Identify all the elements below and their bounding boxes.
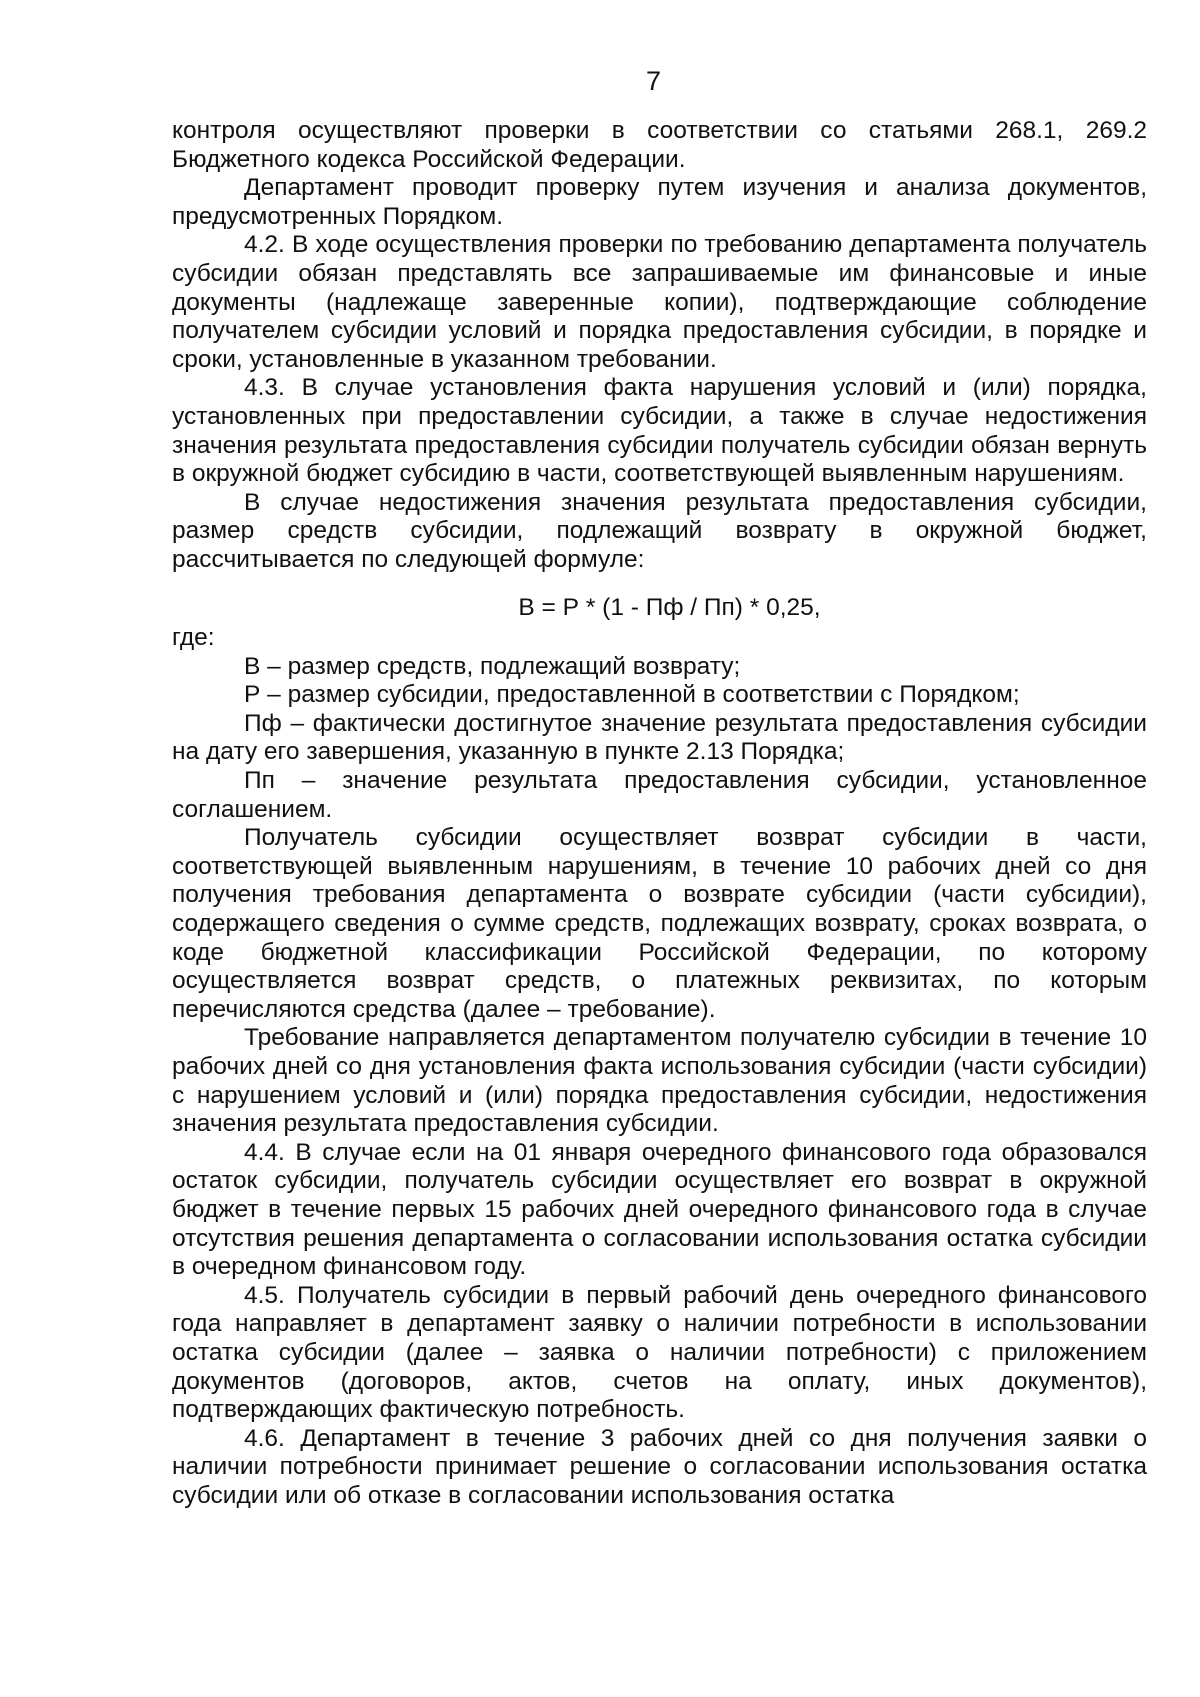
paragraph-continuation: контроля осуществляют проверки в соответствии со статьями 268.1, 269.2 Бюджетного кодекса Российской Федерации. bbox=[172, 117, 1147, 173]
formula-var-pp: Пп – значение результата предоставления субсидии, установленное соглашением. bbox=[172, 767, 1147, 823]
paragraph-4-4: 4.4. В случае если на 01 января очередного финансового года образовался остаток субсидии, получатель субсидии осуществляет его возврат в окружной бюджет в течение первых 15 рабочих дней очередного финансового года в случае отсутствия решения департамента о согласовании использования остатка субсидии в очередном финансовом году. bbox=[172, 1138, 1147, 1281]
paragraph-requirement: Требование направляется департаментом получателю субсидии в течение 10 рабочих дней со дня установления факта использования субсидии (части субсидии) с нарушением условий и (или) порядка предоставления субсидии, недостижения значения результата предоставления субсидии. bbox=[172, 1024, 1147, 1138]
paragraph-4-3: 4.3. В случае установления факта нарушения условий и (или) порядка, установленных при предоставлении субсидии, а также в случае недостижения значения результата предоставления субсидии получатель субсидии обязан вернуть в окружной бюджет субсидию в части, соответствующей выявленным нарушениям. bbox=[172, 374, 1147, 488]
paragraph-4-5: 4.5. Получатель субсидии в первый рабочий день очередного финансового года направляет в департамент заявку о наличии потребности в использовании остатка субсидии (далее – заявка о наличии потребности) с приложением документов (договоров, актов, счетов на оплату, иных документов), подтверждающих фактическую потребность. bbox=[172, 1281, 1147, 1424]
paragraph-return-procedure: Получатель субсидии осуществляет возврат субсидии в части, соответствующей выявленным нарушениям, в течение 10 рабочих дней со дня получения требования департамента о возврате субсидии (части субсидии), содержащего сведения о сумме средств, подлежащих возврату, сроках возврата, о коде бюджетной классификации Российской Федерации, по которому осуществляется возврат средств, о платежных реквизитах, по которым перечисляются средства (далее – требование). bbox=[172, 824, 1147, 1023]
formula-where-label: где: bbox=[172, 624, 215, 652]
formula-var-r: Р – размер субсидии, предоставленной в соответствии с Порядком; bbox=[244, 681, 1020, 709]
formula: В = Р * (1 - Пф / Пп) * 0,25, bbox=[518, 593, 821, 621]
page-number: 7 bbox=[646, 66, 662, 96]
formula-var-pf: Пф – фактически достигнутое значение результата предоставления субсидии на дату его завершения, указанную в пункте 2.13 Порядка; bbox=[172, 709, 1147, 766]
document-body bbox=[172, 117, 1147, 1511]
paragraph-department-check: Департамент проводит проверку путем изучения и анализа документов, предусмотренных Порядком. bbox=[172, 174, 1147, 230]
paragraph-4-6: 4.6. Департамент в течение 3 рабочих дней со дня получения заявки о наличии потребности принимает решение о согласовании использования остатка субсидии или об отказе в согласовании использования остатка bbox=[172, 1424, 1147, 1509]
formula-var-b: В – размер средств, подлежащий возврату; bbox=[244, 652, 741, 680]
paragraph-formula-intro: В случае недостижения значения результата предоставления субсидии, размер средств субсидии, подлежащий возврату в окружной бюджет, рассчитывается по следующей формуле: bbox=[172, 488, 1147, 573]
paragraph-4-2: 4.2. В ходе осуществления проверки по требованию департамента получатель субсидии обязан представлять все запрашиваемые им финансовые и иные документы (надлежаще заверенные копии), подтверждающие соблюдение получателем субсидии условий и порядка предоставления субсидии, в порядке и сроки, установленные в указанном требовании. bbox=[172, 231, 1147, 373]
